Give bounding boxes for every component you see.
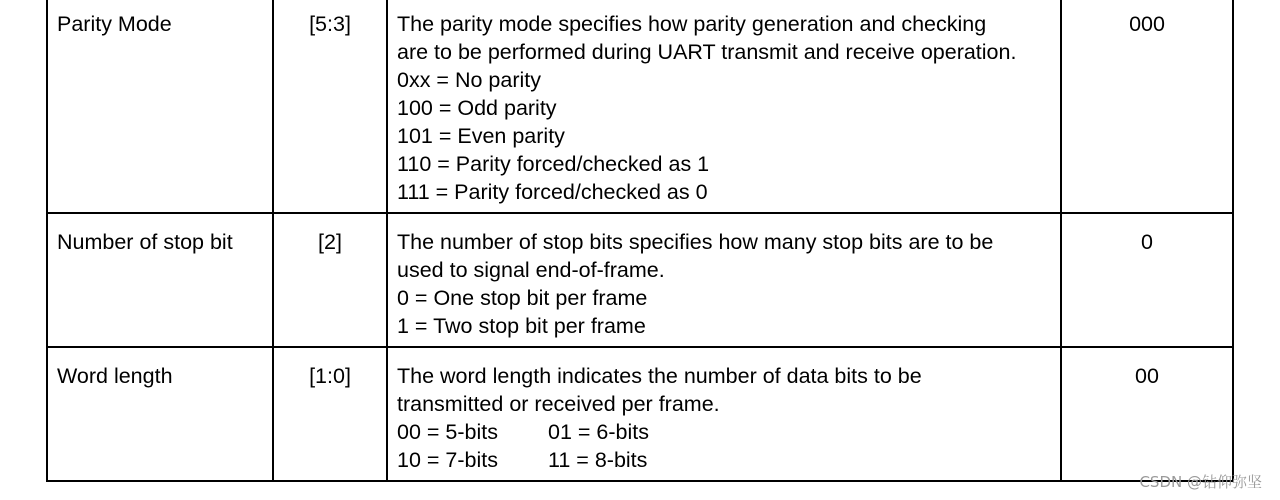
field-name: Parity Mode: [57, 12, 172, 36]
field-reset-value: 0: [1141, 230, 1153, 254]
field-description-cell: [387, 213, 1061, 347]
description-line: transmitted or received per frame.: [397, 392, 720, 416]
description-line: are to be performed during UART transmit and receive operation.: [397, 40, 1017, 64]
table-row-parity-mode: [47, 0, 1233, 213]
description-line: 111 = Parity forced/checked as 0: [397, 180, 708, 204]
table-row-stop-bit: [47, 213, 1233, 347]
encoding-grid: [397, 418, 1052, 474]
description-line: 100 = Odd parity: [397, 96, 557, 120]
encoding-value: 11 = 8-bits: [548, 448, 648, 472]
register-field-table: [46, 0, 1234, 482]
field-description-cell: [387, 0, 1061, 213]
description-line: used to signal end-of-frame.: [397, 258, 665, 282]
field-bits: [5:3]: [309, 12, 351, 36]
table-row-word-length: [47, 347, 1233, 481]
field-reset-cell: [1061, 347, 1233, 481]
field-reset-cell: [1061, 213, 1233, 347]
field-description-cell: [387, 347, 1061, 481]
watermark: CSDN @钻仰弥坚: [1139, 473, 1262, 491]
description-line: The parity mode specifies how parity generation and checking: [397, 12, 987, 36]
description-line: The word length indicates the number of data bits to be: [397, 364, 922, 388]
field-bits-cell: [273, 347, 387, 481]
encoding-value: 10 = 7-bits: [397, 448, 498, 472]
description-line: 0xx = No parity: [397, 68, 541, 92]
field-name-cell: [47, 0, 273, 213]
field-bits-cell: [273, 0, 387, 213]
field-name: Word length: [57, 364, 173, 388]
description-line: 110 = Parity forced/checked as 1: [397, 152, 710, 176]
encoding-value: 01 = 6-bits: [548, 420, 649, 444]
field-bits-cell: [273, 213, 387, 347]
encoding-value: 00 = 5-bits: [397, 420, 498, 444]
field-name-cell: [47, 347, 273, 481]
description-line: The number of stop bits specifies how many stop bits are to be: [397, 230, 994, 254]
description-line: 101 = Even parity: [397, 124, 565, 148]
field-bits: [1:0]: [309, 364, 351, 388]
field-name: Number of stop bit: [57, 230, 233, 254]
field-bits: [2]: [318, 230, 342, 254]
field-reset-value: 00: [1135, 364, 1159, 388]
description-line: 0 = One stop bit per frame: [397, 286, 648, 310]
field-name-cell: [47, 213, 273, 347]
field-reset-cell: [1061, 0, 1233, 213]
field-reset-value: 000: [1129, 12, 1165, 36]
description-line: 1 = Two stop bit per frame: [397, 314, 646, 338]
